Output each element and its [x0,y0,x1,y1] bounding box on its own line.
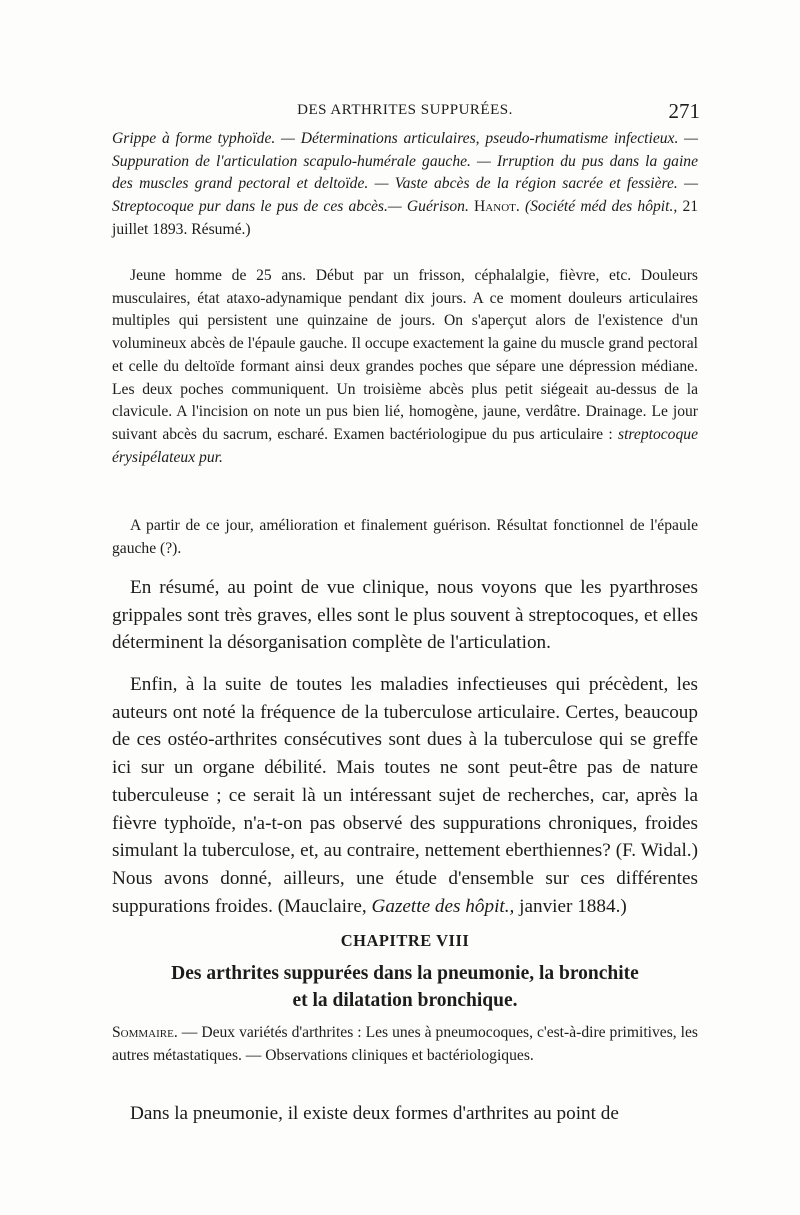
enfin-text: Enfin, à la suite de toutes les maladies infectieuses qui précèdent, les auteurs ont noté la fréquence de la tuberculose articulaire. Certes, beaucoup de ces ostéo-arthrites consécutives sont dues à la tuberculose qui se greffe ici sur un organe débilité. Mais toutes ne sont peut-être pas de nature tuberculeuse ; ce serait là un intéressant sujet de recherches, car, après la fièvre typhoïde, n'a-t-on pas observé des suppurations chroniques, froides simulant la tuberculose, et, au contraire, nettement eberthiennes? (F. Widal.) Nous avons donné, ailleurs, une étude d'ensemble sur ces différentes suppurations froides. (Mauclaire, [112,674,698,917]
chapter-title-line-1: Des arthrites suppurées dans la pneumonie, la bronchite [171,963,639,984]
case-body-text: Jeune homme de 25 ans. Début par un frisson, céphalalgie, fièvre, etc. Douleurs musculaires, état ataxo-adynamique pendant dix jours. A ce moment douleurs articulaires multiples qui persistent une quinzaine de jours. On s'aperçut alors de l'existence d'un volumineux abcès de l'épaule gauche. Il occupe exactement la gaine du muscle grand pectoral et celle du deltoïde formant ainsi deux grandes poches que sépare une dépression médiane. Les deux poches communiquent. Un troisième abcès plus petit siégeait au-dessus de la clavicule. A l'incision on note un pus bien lié, homogène, jaune, verdâtre. Drainage. Le jour suivant abcès du sacrum, escharé. Examen bactériologipue du pus articulaire : [112,267,698,443]
chapter-heading: CHAPITRE VIII [340,931,470,950]
running-title: DES ARTHRITES SUPPURÉES. [297,102,513,118]
case-source: (Société méd des hôpit., [524,198,678,216]
case-body [112,265,698,469]
summary-label: Sommaire. [112,1024,178,1041]
case-outcome: A partir de ce jour, amélioration et finalement guérison. Résultat fonctionnel de l'épaule gauche (?). [112,517,698,557]
case-title-italic: Grippe à forme typhoïde. — Déterminations articulaires, pseudo-rhumatisme infectieux. — Suppuration de l'articulation scapulo-humérale gauche. — Irruption du pus dans la gaine des muscles grand pectoral et deltoïde. — Vaste abcès de la région sacrée et fessière. — Streptocoque pur dans le pus de ces abcès.— Guérison. [112,130,698,216]
chapter-title [112,960,698,1014]
case-body-italic: streptocoque érysipélateux pur. [112,425,698,466]
chapter-title-line-2: et la dilatation bronchique. [292,990,518,1011]
chapter-summary [112,1022,698,1067]
closing-paragraph: Dans la pneumonie, il existe deux formes d'arthrites au point de [130,1103,619,1124]
page-header [110,99,700,125]
case-title [112,128,698,242]
page-number: 271 [668,99,700,123]
summary-paragraph: En résumé, au point de vue clinique, nous voyons que les pyarthroses grippales sont très graves, elles sont le plus souvent à streptocoques, et elles déterminent la désorganisation complète de l'articulation. [112,577,698,654]
summary-text: — Deux variétés d'arthrites : Les unes à pneumocoques, c'est-à-dire primitives, les autres métastatiques. — Observations cliniques et bactériologiques. [112,1024,698,1064]
case-author: Hanot. [474,198,520,216]
enfin-citation: Gazette des hôpit., [371,895,515,917]
enfin-paragraph [112,671,698,920]
case-date: 21 juillet 1893. Résumé.) [112,198,699,238]
enfin-end: janvier 1884.) [519,895,627,917]
